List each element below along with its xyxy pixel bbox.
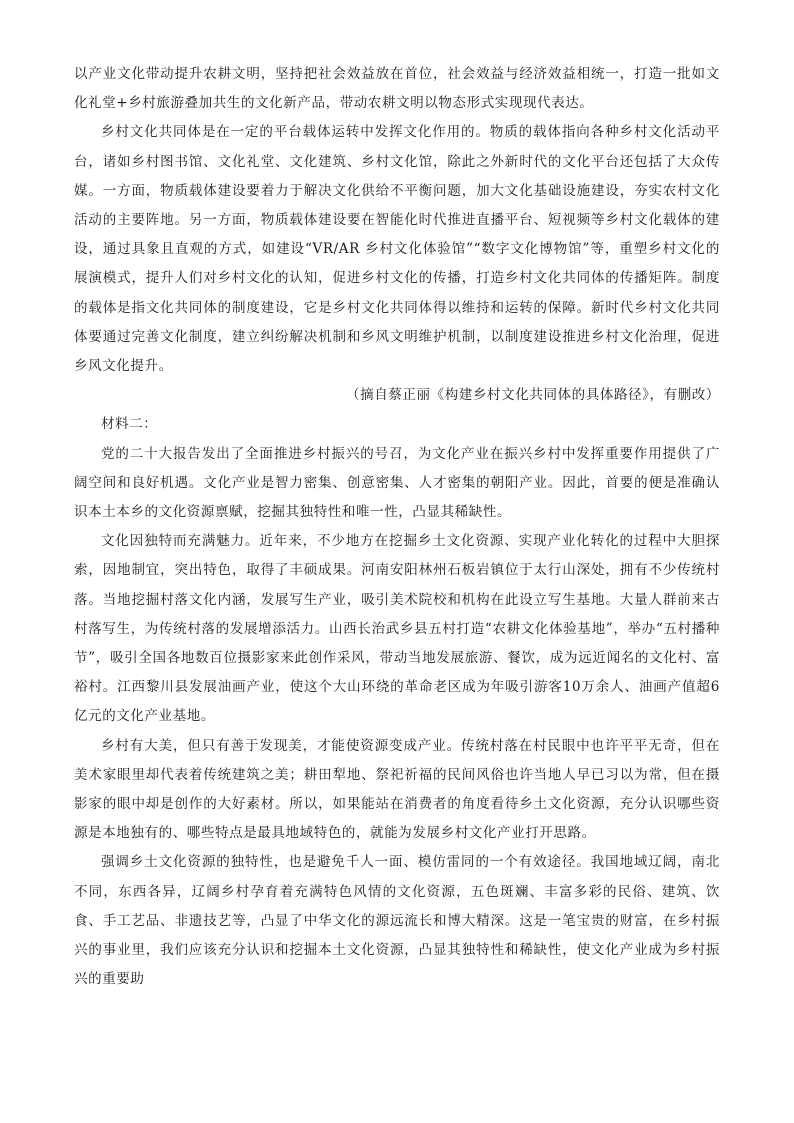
paragraph-cultural-community: 乡村文化共同体是在一定的平台载体运转中发挥文化作用的。物质的载体指向各种乡村文化活动平台，诸如乡村图书馆、文化礼堂、文化建筑、乡村文化馆，除此之外新时代的文化平台还包括了大众传媒。一方面，物质载体建设要着力于解决文化供给不平衡问题，加大文化基础设施建设，夯实农村文化活动的主要阵地。另一方面，物质载体建设要在智能化时代推进直播平台、短视频等乡村文化载体的建设，通过具象且直观的方式，如建设“VR/AR 乡村文化体验馆”“数字文化博物馆”等，重塑乡村文化的展演模式，提升人们对乡村文化的认知，促进乡村文化的传播，打造乡村文化共同体的传播矩阵。制度的载体是指文化共同体的制度建设，它是乡村文化共同体得以维持和运转的保障。新时代乡村文化共同体要通过完善文化制度，建立纠纷解决机制和乡风文明维护机制，以制度建设推进乡村文化治理，促进乡风文化提升。 <box>74 124 720 375</box>
paragraph-twentieth-congress: 党的二十大报告发出了全面推进乡村振兴的号召，为文化产业在振兴乡村中发挥重要作用提供了广阔空间和良好机遇。文化产业是智力密集、创意密集、人才密集的朝阳产业。因此，首要的便是准确认识本土本乡的文化资源禀赋，挖掘其独特性和唯一性，凸显其稀缺性。 <box>74 445 720 521</box>
paragraph-unique-culture: 文化因独特而充满魅力。近年来，不少地方在挖掘乡土文化资源、实现产业化转化的过程中大胆探索，因地制宜，突出特色，取得了丰硕成果。河南安阳林州石板岩镇位于太行山深处，拥有不少传统村落。当地挖掘村落文化内涵，发展写生产业，吸引美术院校和机构在此设立写生基地。大量人群前来古村落写生，为传统村落的发展增添活力。山西长治武乡县五村打造“农耕文化体验基地”，举办“五村播种节”，吸引全国各地数百位摄影家来此创作采风，带动当地发展旅游、餐饮，成为远近闻名的文化村、富裕村。江西黎川县发展油画产业，使这个大山环绕的革命老区成为年吸引游客10万余人、油画产值超6亿元的文化产业基地。 <box>74 533 720 725</box>
paragraph-rural-beauty: 乡村有大美，但只有善于发现美，才能使资源变成产业。传统村落在村民眼中也许平平无奇，但在美术家眼里却代表着传统建筑之美；耕田犁地、祭祀祈福的民间风俗也许当地人早已习以为常，但在摄影家的眼中却是创作的大好素材。所以，如果能站在消费者的角度看待乡土文化资源，充分认识哪些资源是本地独有的、哪些特点是最具地域特色的，就能为发展乡村文化产业打开思路。 <box>74 737 720 842</box>
material-two-heading: 材料二： <box>101 416 158 433</box>
document-page <box>74 60 720 995</box>
source-citation: （摘自蔡正丽《构建乡村文化共同体的具体路径》，有删改） <box>346 387 720 404</box>
paragraph-local-uniqueness: 强调乡土文化资源的独特性，也是避免千人一面、模仿雷同的一个有效途径。我国地域辽阔，南北不同，东西各异，辽阔乡村孕育着充满特色风情的文化资源，五色斑斓、丰富多彩的民俗、建筑、饮食、手工艺品、非遗技艺等，凸显了中华文化的源远流长和博大精深。这是一笔宝贵的财富，在乡村振兴的事业里，我们应该充分认识和挖掘本土文化资源，凸显其独特性和稀缺性，使文化产业成为乡村振兴的重要助 <box>74 854 720 988</box>
paragraph-continuation: 以产业文化带动提升农耕文明，坚持把社会效益放在首位，社会效益与经济效益相统一，打造一批如文化礼堂+乡村旅游叠加共生的文化新产品，带动农耕文明以物态形式实现现代表达。 <box>74 66 720 112</box>
